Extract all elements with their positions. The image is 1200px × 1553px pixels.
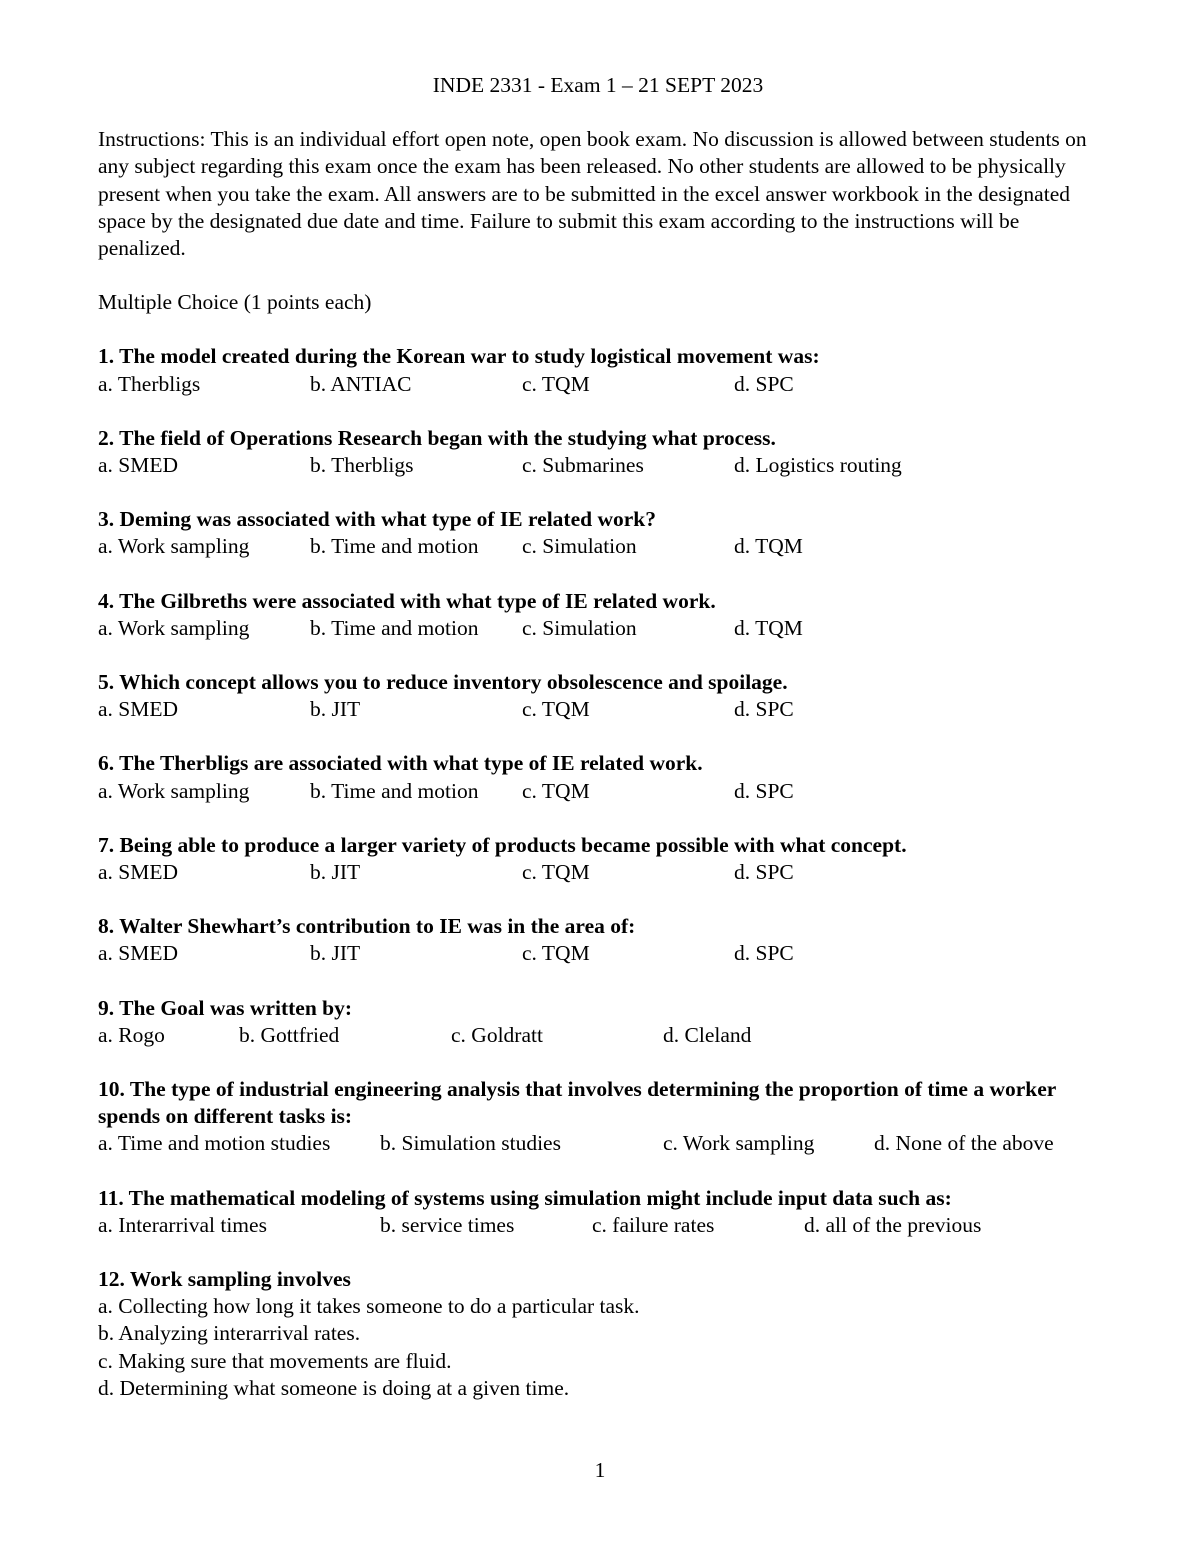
answer-options [98,940,1108,967]
question-1 [98,343,1108,397]
question-12 [98,1266,1108,1402]
option-c: c. TQM [522,941,590,966]
option-b: b. Time and motion [310,615,479,640]
answer-options [98,452,1108,479]
answer-options [98,1022,1108,1049]
option-d: d. TQM [734,615,803,640]
option-d: d. SPC [734,941,794,966]
option-d: d. Cleland [663,1022,752,1047]
question-3 [98,506,1108,560]
answer-options [98,615,1108,642]
question-stem: 4. The Gilbreths were associated with what type of IE related work. [98,588,716,613]
question-10 [98,1076,1108,1158]
question-stem: 3. Deming was associated with what type of IE related work? [98,507,656,532]
option-b: b. JIT [310,697,361,722]
option-d: d. all of the previous [804,1212,982,1237]
option-d: d. SPC [734,778,794,803]
option-c: c. Goldratt [451,1022,543,1047]
option-c: c. failure rates [592,1212,715,1237]
option-c: c. Work sampling [663,1131,815,1156]
option-c: c. Submarines [522,453,644,478]
option-b: b. Analyzing interarrival rates. [98,1321,361,1346]
option-a: a. Interarrival times [98,1212,267,1237]
option-d: d. Determining what someone is doing at a given time. [98,1375,570,1400]
option-a: a. SMED [98,453,179,478]
answer-options [98,1293,1108,1402]
question-6 [98,750,1108,804]
question-2 [98,425,1108,479]
question-stem: 9. The Goal was written by: [98,995,353,1020]
answer-options [98,533,1108,560]
option-d: d. SPC [734,697,794,722]
answer-options [98,1212,1108,1239]
option-b: b. service times [380,1212,515,1237]
answer-options [98,1130,1108,1157]
question-stem: 1. The model created during the Korean war to study logistical movement was: [98,344,820,369]
answer-options [98,696,1108,723]
question-stem: 8. Walter Shewhart’s contribution to IE was in the area of: [98,914,636,939]
option-a: a. Collecting how long it takes someone to do a particular task. [98,1294,640,1319]
question-4 [98,588,1108,642]
option-b: b. Gottfried [239,1022,340,1047]
option-a: a. SMED [98,697,179,722]
option-b: b. JIT [310,859,361,884]
question-stem: 2. The field of Operations Research began with the studying what process. [98,425,776,450]
question-7 [98,832,1108,886]
question-stem: 5. Which concept allows you to reduce inventory obsolescence and spoilage. [98,669,788,694]
option-b: b. ANTIAC [310,371,412,396]
exam-page [98,72,1108,1429]
option-c: c. TQM [522,371,590,396]
question-stem: 6. The Therbligs are associated with what type of IE related work. [98,751,703,776]
question-8 [98,913,1108,967]
question-stem: 11. The mathematical modeling of systems using simulation might include input data such as: [98,1185,952,1210]
option-b: b. Therbligs [310,453,414,478]
option-d: d. Logistics routing [734,453,902,478]
question-stem: 10. The type of industrial engineering analysis that involves determining the proportion of time a worker spends on different tasks is: [98,1076,1056,1129]
option-a: a. Time and motion studies [98,1131,331,1156]
option-a: a. Rogo [98,1022,165,1047]
option-a: a. Work sampling [98,615,250,640]
option-c: c. Simulation [522,534,637,559]
option-b: b. JIT [310,941,361,966]
option-a: a. SMED [98,859,179,884]
question-stem: 12. Work sampling involves [98,1266,351,1291]
option-a: a. Work sampling [98,778,250,803]
option-d: d. TQM [734,534,803,559]
option-c: c. TQM [522,778,590,803]
exam-title: INDE 2331 - Exam 1 – 21 SEPT 2023 [432,73,764,97]
section-title: Multiple Choice (1 points each) [98,290,372,315]
answer-options [98,859,1108,886]
question-stem: 7. Being able to produce a larger variety of products became possible with what concept. [98,832,907,857]
option-a: a. Work sampling [98,534,250,559]
option-a: a. SMED [98,941,179,966]
option-c: c. TQM [522,697,590,722]
option-c: c. Making sure that movements are fluid. [98,1348,452,1373]
answer-options [98,778,1108,805]
option-d: d. SPC [734,371,794,396]
option-b: b. Time and motion [310,778,479,803]
option-d: d. None of the above [874,1131,1054,1156]
answer-options [98,371,1108,398]
option-b: b. Time and motion [310,534,479,559]
option-c: c. TQM [522,859,590,884]
option-b: b. Simulation studies [380,1131,561,1156]
option-c: c. Simulation [522,615,637,640]
option-d: d. SPC [734,859,794,884]
page-number: 1 [594,1458,606,1482]
instructions-paragraph: Instructions: This is an individual effort open note, open book exam. No discussion is allowed between students on any subject regarding this exam once the exam has been released. No other students are allowed to be physically present when you take the exam. All answers are to be submitted in the excel answer workbook in the designated space by the designated due date and time. Failure to submit this exam according to the instructions will be penalized. [98,127,1087,261]
question-9 [98,995,1108,1049]
question-5 [98,669,1108,723]
question-11 [98,1185,1108,1239]
option-a: a. Therbligs [98,371,201,396]
